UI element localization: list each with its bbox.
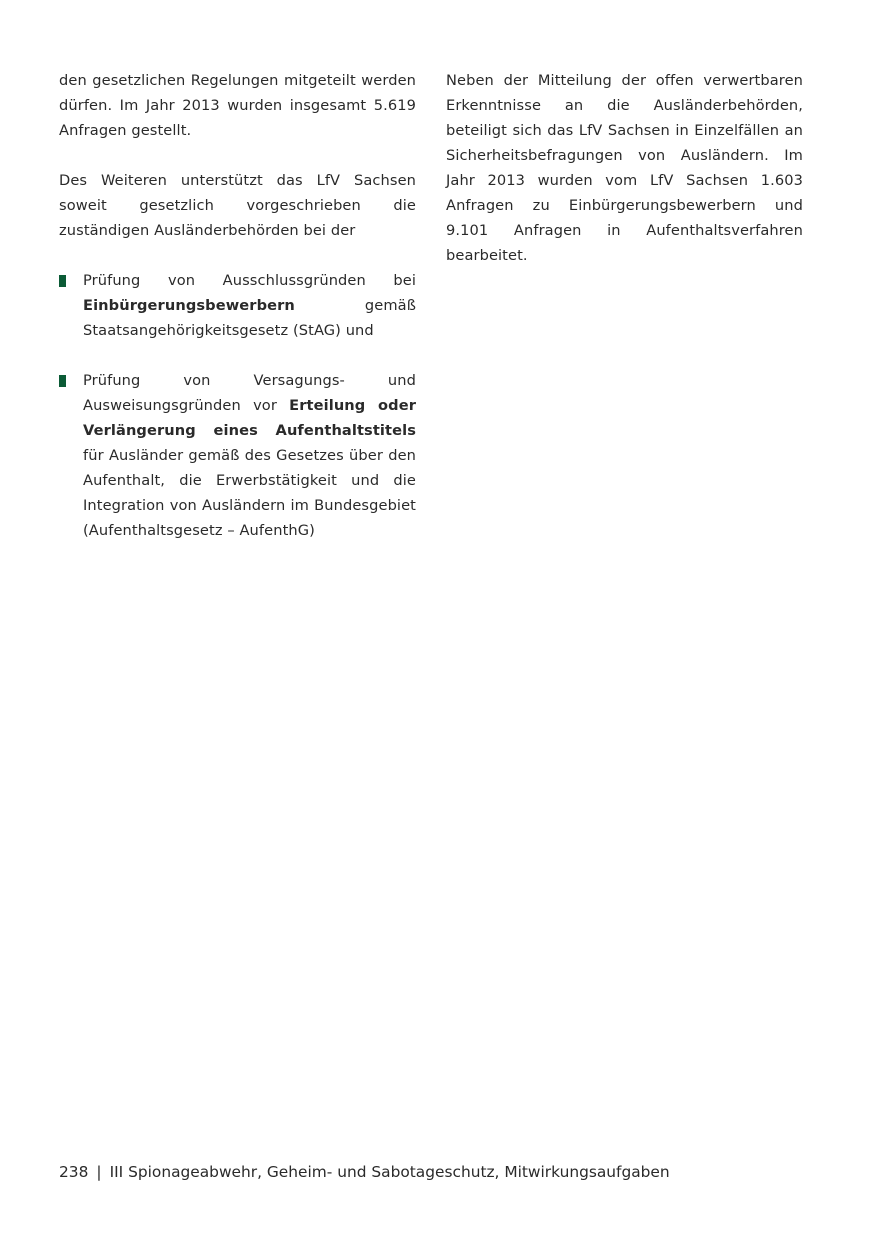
bullet-text-bold: Erteilung oder Verlängerung eines Aufenthaltstitels (83, 397, 416, 439)
left-column (59, 68, 416, 568)
section-title: III Spionageabwehr, Geheim- und Sabotageschutz, Mitwirkungsaufgaben (109, 1163, 670, 1181)
right-paragraph-1: Neben der Mitteilung der offen verwertbaren Erkenntnisse an die Ausländerbehörden, beteiligt sich das LfV Sachsen in Einzelfällen an Sicherheitsbefragungen von Ausländern. Im Jahr 2013 wurden vom LfV Sachsen 1.603 Anfragen zu Einbürgerungsbewerbern und 9.101 Anfragen in Aufenthaltsverfahren bearbeitet. (446, 72, 803, 264)
list-item (59, 268, 416, 343)
page-number: 238 (59, 1163, 89, 1181)
page-footer (59, 1160, 670, 1184)
bullet-text-post: für Ausländer gemäß des Gesetzes über den Aufenthalt, die Erwerbstätigkeit und die Integration von Ausländern im Bundesgebiet (Aufenthaltsgesetz – AufenthG) (83, 447, 416, 539)
footer-separator: | (96, 1163, 102, 1181)
list-item (59, 368, 416, 543)
square-bullet-icon (59, 275, 66, 287)
square-bullet-icon (59, 375, 66, 387)
bullet-text-pre: Prüfung von Versagungs- und Ausweisungsgründen vor (83, 372, 416, 414)
left-paragraph-1: den gesetzlichen Regelungen mitgeteilt werden dürfen. Im Jahr 2013 wurden insgesamt 5.619 Anfragen gestellt. (59, 72, 416, 139)
bullet-text-pre: Prüfung von Ausschlussgründen bei (83, 272, 416, 289)
bullet-text-bold: Einbürgerungsbewerbern (83, 297, 295, 314)
left-paragraph-2: Des Weiteren unterstützt das LfV Sachsen soweit gesetzlich vorgeschrieben die zuständigen Ausländerbehörden bei der (59, 172, 416, 239)
bullet-text-post: gemäß Staatsangehörigkeitsgesetz (StAG) und (83, 297, 416, 339)
right-column (446, 68, 803, 293)
bullet-list (59, 268, 416, 543)
